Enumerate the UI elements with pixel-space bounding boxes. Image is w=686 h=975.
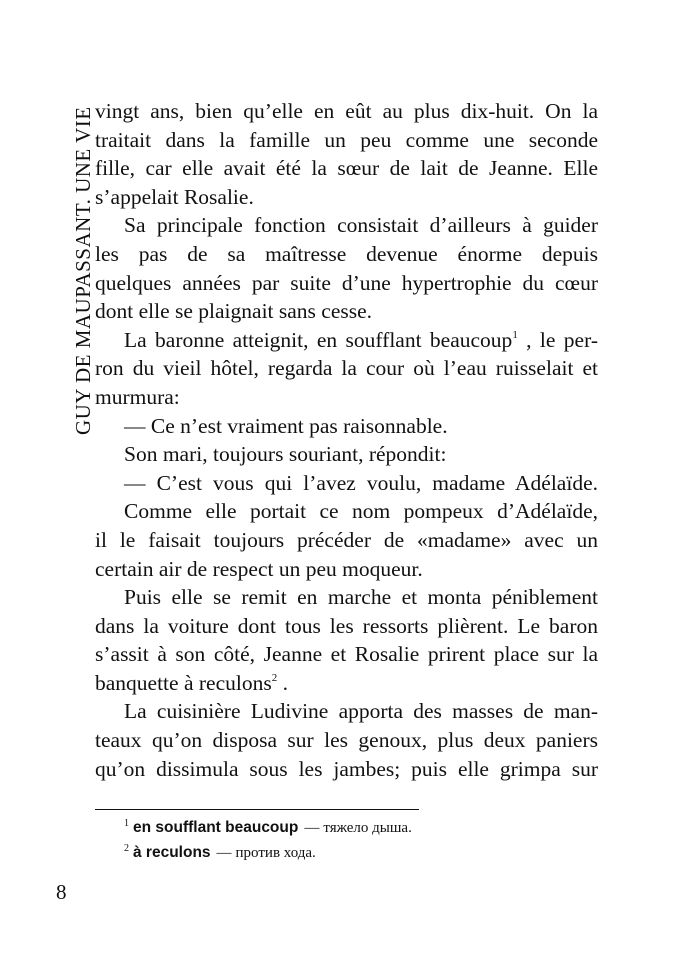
footnote-translation: против хода. xyxy=(235,845,316,861)
text-line: — Ce n’est vraiment pas raisonnable. xyxy=(124,413,448,438)
text-segment: banquette à reculons xyxy=(95,670,272,695)
footnote-ref-1[interactable]: 1 xyxy=(512,328,518,341)
text-line: dans la voiture dont tous les ressorts plièrent. Le baron xyxy=(95,613,598,638)
text-line: ron du vieil hôtel, regarda la cour où l’eau ruisselait et xyxy=(95,356,598,381)
footnote-divider xyxy=(95,809,419,810)
footnote-2 xyxy=(124,840,594,865)
footnote-term: à reculons xyxy=(133,844,211,861)
text-line: fille, car elle avait été la sœur de lait de Jeanne. Elle xyxy=(95,156,598,181)
footnote-term: en soufflant beaucoup xyxy=(133,819,299,836)
text-line: certain air de respect un peu moqueur. xyxy=(95,556,423,581)
text-line: Sa principale fonction consistait d’ailleurs à guider xyxy=(124,213,598,238)
footnote-translation: тяжело дыша. xyxy=(323,820,412,836)
text-line: traitait dans la famille un peu comme une seconde xyxy=(95,127,598,152)
text-line xyxy=(95,326,598,355)
text-line: quelques années par suite d’une hypertrophie du cœur xyxy=(95,270,598,295)
text-line: dont elle se plaignait sans cesse. xyxy=(95,299,373,324)
text-line: teaux qu’on disposa sur les genoux, plus deux paniers xyxy=(95,728,598,753)
footnote-dash: — xyxy=(304,820,320,836)
text-line: il le faisait toujours précéder de «madame» avec un xyxy=(95,527,598,552)
text-line: Puis elle se remit en marche et monta péniblement xyxy=(124,585,598,610)
footnote-dash: — xyxy=(216,845,232,861)
footnotes xyxy=(124,815,594,865)
footnote-number: 2 xyxy=(124,843,129,854)
text-line: Son mari, toujours souriant, répondit: xyxy=(124,442,447,467)
main-text xyxy=(95,97,598,783)
text-line xyxy=(95,669,598,698)
footnote-1 xyxy=(124,815,594,840)
text-segment: La baronne atteignit, en soufflant beaucoup xyxy=(124,327,513,352)
text-line: s’appelait Rosalie. xyxy=(95,184,254,209)
text-line: les pas de sa maîtresse devenue énorme depuis xyxy=(95,241,598,266)
text-line: Comme elle portait ce nom pompeux d’Adélaïde, xyxy=(124,499,598,524)
text-line: La cuisinière Ludivine apporta des masses de man- xyxy=(124,699,598,724)
running-header-vertical: GUY DE MAUPASSANT. UNE VIE xyxy=(71,106,95,435)
text-line: murmura: xyxy=(95,384,180,409)
text-line: vingt ans, bien qu’elle en eût au plus dix-huit. On la xyxy=(95,99,598,123)
page-number: 8 xyxy=(56,880,67,904)
text-segment: . xyxy=(277,670,288,695)
text-line: qu’on dissimula sous les jambes; puis elle grimpa sur xyxy=(95,756,598,781)
text-line: — C’est vous qui l’avez voulu, madame Adélaïde. xyxy=(124,470,598,495)
footnote-ref-2[interactable]: 2 xyxy=(271,671,278,684)
text-segment: , le per- xyxy=(517,327,598,352)
footnote-number: 1 xyxy=(124,818,129,829)
text-line: s’assit à son côté, Jeanne et Rosalie prirent place sur la xyxy=(95,642,598,667)
